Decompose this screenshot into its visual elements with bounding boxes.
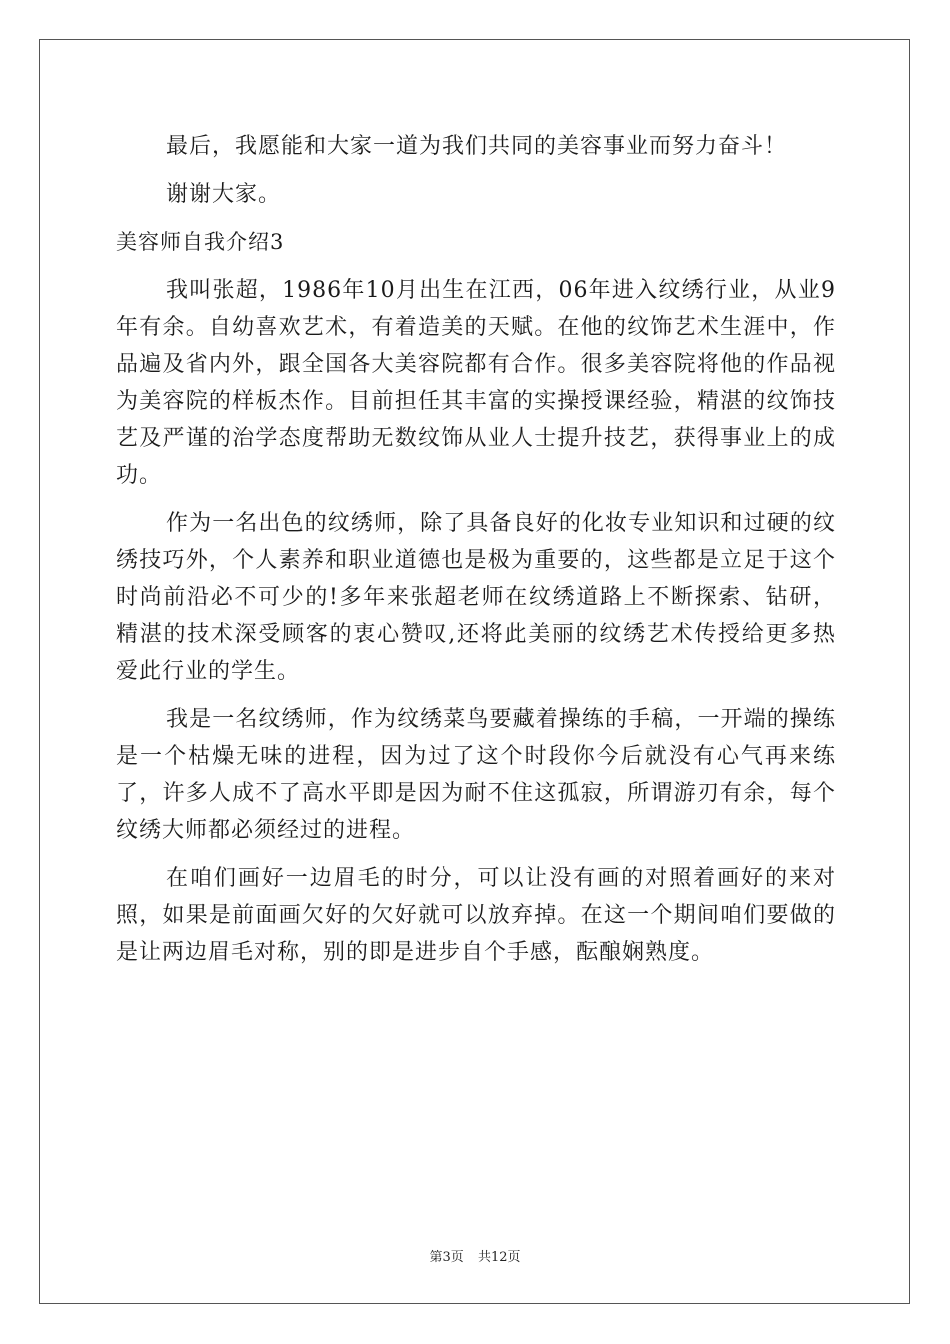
body-paragraph-3: 我是一名纹绣师，作为纹绣菜鸟要藏着操练的手稿，一开端的操练是一个枯燥无味的进程，因为过了这个时段你今后就没有心气再来练了，许多人成不了高水平即是因为耐不住这孤寂，所谓游刃有余，每个纹绣大师都必须经过的进程。 <box>116 707 836 843</box>
closing-paragraph: 最后，我愿能和大家一道为我们共同的美容事业而努力奋斗！ <box>166 134 788 159</box>
body-paragraph-1: 我叫张超，1986年10月出生在江西，06年进入纹绣行业，从业9年有余。自幼喜欢艺术，有着造美的天赋。在他的纹饰艺术生涯中，作品遍及省内外，跟全国各大美容院都有合作。很多美容院将他的作品视为美容院的样板杰作。目前担任其丰富的实操授课经验，精湛的纹饰技艺及严谨的治学态度帮助无数纹饰从业人士提升技艺，获得事业上的成功。 <box>116 278 836 488</box>
page-total: 共12页 <box>477 1250 521 1265</box>
document-body <box>116 128 836 971</box>
thanks-paragraph: 谢谢大家。 <box>166 182 282 207</box>
body-paragraph-4: 在咱们画好一边眉毛的时分，可以让没有画的对照着画好的来对照，如果是前面画欠好的欠好就可以放弃掉。在这一个期间咱们要做的是让两边眉毛对称，别的即是进步自个手感，酝酿娴熟度。 <box>116 866 836 965</box>
page-footer <box>0 1246 950 1265</box>
section-title: 美容师自我介绍3 <box>116 230 285 254</box>
body-paragraph-2: 作为一名出色的纹绣师，除了具备良好的化妆专业知识和过硬的纹绣技巧外，个人素养和职业道德也是极为重要的，这些都是立足于这个时尚前沿必不可少的!多年来张超老师在纹绣道路上不断探索、钻研，精湛的技术深受顾客的衷心赞叹,还将此美丽的纹绣艺术传授给更多热爱此行业的学生。 <box>116 511 836 684</box>
page-number: 第3页 <box>429 1250 464 1265</box>
